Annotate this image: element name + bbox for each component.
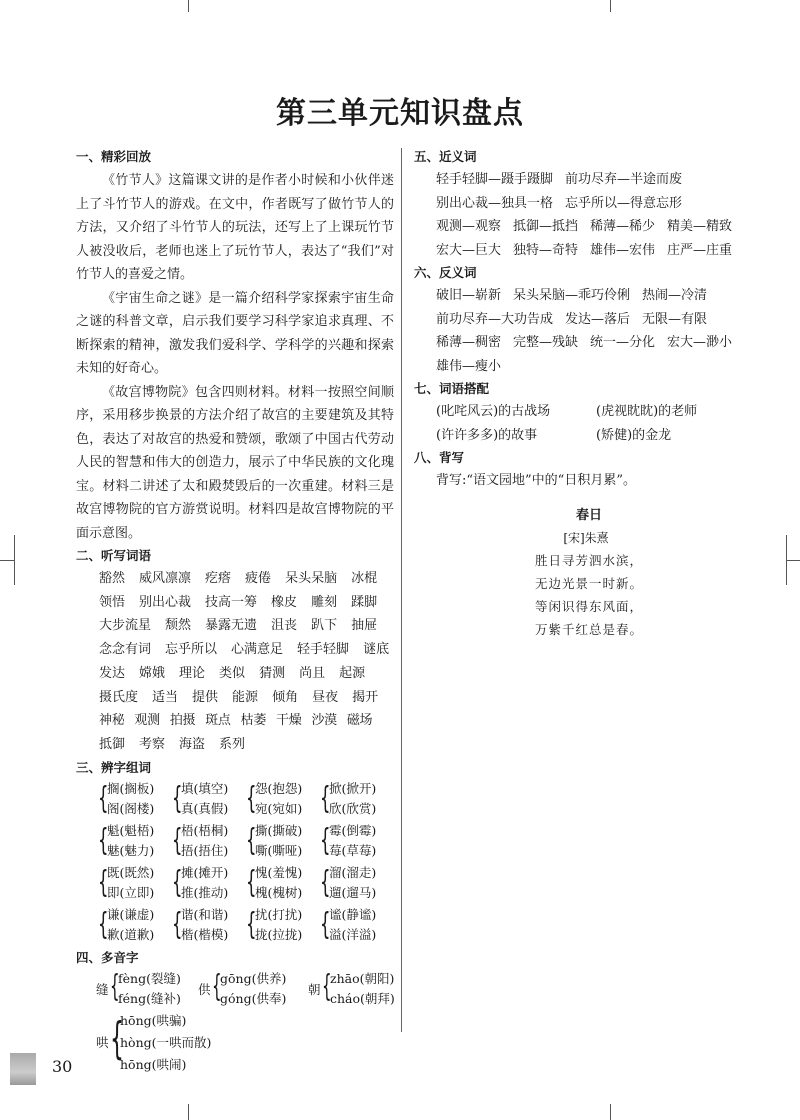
section-heading: 一、精彩回放 bbox=[76, 149, 152, 164]
poem-line: 等闲识得东风面， bbox=[534, 598, 643, 614]
antonym-pair: 热闹—冷清 bbox=[642, 288, 708, 303]
synonym-pair: 精美—精致 bbox=[667, 219, 733, 234]
char-pair: { 搁(搁板) 阁(阁楼) bbox=[98, 780, 155, 816]
poem-line: 胜日寻芳泗水滨， bbox=[534, 552, 643, 568]
word-row bbox=[76, 733, 394, 757]
section-heading: 三、辨字组词 bbox=[76, 759, 152, 775]
word: 理论 bbox=[179, 665, 206, 681]
word: 大步流星 bbox=[99, 618, 152, 634]
word-row bbox=[414, 284, 734, 308]
word-row bbox=[76, 638, 394, 662]
word: 忘乎所以 bbox=[165, 642, 218, 658]
brace: { bbox=[110, 968, 120, 1004]
word-row bbox=[76, 567, 394, 591]
crop-mark bbox=[188, 0, 189, 12]
section-heading: 五、近义词 bbox=[414, 149, 477, 164]
reading: hōng(哄闹) bbox=[120, 1056, 187, 1072]
section-heading: 四、多音字 bbox=[76, 949, 139, 965]
reading: fèng(裂缝) bbox=[118, 970, 181, 986]
word: 趴下 bbox=[311, 618, 338, 634]
brace: { bbox=[322, 968, 332, 1004]
reading: cháo(朝拜) bbox=[330, 990, 395, 1006]
crop-mark bbox=[610, 0, 611, 12]
paragraph: 《宇宙生命之谜》是一篇介绍科学家探索宇宙生命之谜的科普文章，启示我们要学习科学家追求真理、不断探索的精神，激发我们爱科学、学科学的兴趣和探索未知的好奇心。 bbox=[76, 290, 394, 376]
antonym-pair: 无限—有限 bbox=[642, 311, 708, 327]
reading: góng(供奉) bbox=[220, 990, 287, 1006]
synonym-pair: 观测—观察 bbox=[436, 219, 502, 234]
char-pair: { 霉(倒霉) 莓(草莓) bbox=[320, 822, 377, 858]
synonym-pair: 抵御—抵挡 bbox=[513, 219, 579, 234]
word: 发达 bbox=[99, 665, 126, 681]
word: 呆头呆脑 bbox=[285, 571, 338, 586]
word: 海盗 bbox=[179, 736, 206, 752]
section-heading: 六、反义词 bbox=[414, 265, 477, 280]
brace: { bbox=[212, 968, 222, 1004]
collocation: (叱咤风云)的古战场 bbox=[436, 404, 551, 419]
collocation: (许许多多)的故事 bbox=[436, 427, 538, 443]
synonym-pair: 庄严—庄重 bbox=[667, 242, 733, 258]
poem-line: 无边光景一时新。 bbox=[534, 575, 643, 591]
char-pair: { 谐(和谐) 楷(楷模) bbox=[172, 906, 229, 942]
word: 别出心裁 bbox=[139, 594, 192, 610]
section-heading: 二、听写词语 bbox=[76, 548, 152, 563]
word: 尚且 bbox=[299, 665, 326, 681]
reading: hòng(一哄而散) bbox=[120, 1034, 212, 1050]
word: 倾角 bbox=[272, 689, 299, 705]
section-heading: 七、词语搭配 bbox=[414, 381, 490, 396]
word-row bbox=[414, 239, 734, 263]
word: 抽屉 bbox=[351, 618, 378, 634]
word: 类似 bbox=[219, 665, 246, 681]
paragraph: 《竹节人》这篇课文讲的是作者小时候和小伙伴迷上了斗竹节人的游戏。在文中，作者既写了做竹节人的方法，又介绍了斗竹节人的玩法，还写上了上课玩竹节人被没收后，老师也迷上了玩竹节人，表达了“我们”对竹节人的喜爱之情。 bbox=[76, 173, 394, 282]
antonym-pair: 完整—残缺 bbox=[513, 335, 579, 350]
word: 领悟 bbox=[99, 594, 126, 610]
recitation-note: 背写:“语文园地”中的“日积月累”。 bbox=[436, 473, 636, 488]
word: 技高一筹 bbox=[205, 594, 258, 610]
word-row bbox=[414, 308, 734, 332]
char-pair: { 撕(撕破) 嘶(嘶哑) bbox=[246, 822, 303, 858]
word: 考察 bbox=[139, 736, 166, 752]
polyphone-char: 缝 bbox=[96, 981, 109, 997]
page-title: 第三单元知识盘点 bbox=[276, 96, 524, 131]
antonym-pair: 呆头呆脑—乖巧伶俐 bbox=[513, 288, 631, 303]
char-pair: { 掀(掀开) 欣(欣赏) bbox=[320, 780, 377, 816]
word: 昼夜 bbox=[312, 689, 339, 705]
poem-title: 春日 bbox=[575, 507, 602, 523]
word-row bbox=[414, 355, 734, 379]
char-pair: { 摊(摊开) 推(推动) bbox=[172, 864, 229, 900]
word: 枯萎 bbox=[240, 713, 267, 729]
antonym-pair: 统一—分化 bbox=[590, 335, 656, 350]
word: 神秘 bbox=[99, 713, 125, 729]
word: 沮丧 bbox=[271, 618, 298, 634]
synonym-pair: 别出心裁—独具一格 bbox=[436, 195, 554, 211]
reading: hōng(哄骗) bbox=[120, 1012, 187, 1028]
synonym-pair: 稀薄—稀少 bbox=[590, 219, 656, 234]
word-row bbox=[414, 215, 734, 239]
char-pair: { 溜(溜走) 遛(遛马) bbox=[320, 864, 377, 900]
word: 揭开 bbox=[352, 689, 379, 705]
word: 雕刻 bbox=[311, 594, 338, 610]
word: 系列 bbox=[219, 736, 246, 752]
section-heading: 八、背写 bbox=[414, 450, 465, 465]
word: 能源 bbox=[232, 689, 259, 705]
word: 豁然 bbox=[99, 571, 126, 586]
antonym-pair: 发达—落后 bbox=[565, 311, 631, 327]
word: 暴露无遗 bbox=[205, 618, 258, 634]
synonym-pair: 独特—奇特 bbox=[513, 242, 579, 258]
word: 猜测 bbox=[259, 665, 286, 681]
page-number-tab bbox=[10, 1053, 36, 1085]
word-row bbox=[76, 591, 394, 615]
reading: gōng(供养) bbox=[220, 970, 287, 986]
antonym-pair: 破旧—崭新 bbox=[436, 288, 502, 303]
word: 轻手轻脚 bbox=[297, 642, 350, 658]
word-row bbox=[414, 192, 734, 216]
char-pairs-grid bbox=[98, 779, 394, 947]
reading: féng(缝补) bbox=[118, 990, 181, 1006]
polyphone-block bbox=[96, 968, 395, 1072]
char-pair: { 谦(谦虚) 歉(道歉) bbox=[98, 906, 155, 942]
char-pair: { 谧(静谧) 溢(洋溢) bbox=[320, 906, 377, 942]
poem-line: 万紫千红总是春。 bbox=[534, 621, 643, 637]
word: 疲倦 bbox=[245, 571, 272, 586]
poem-author: [宋]朱熹 bbox=[563, 530, 609, 545]
char-pair: { 扰(打扰) 拢(拉拢) bbox=[246, 906, 303, 942]
word: 提供 bbox=[192, 689, 219, 705]
char-pair: { 既(既然) 即(立即) bbox=[98, 864, 155, 900]
antonym-pair: 稀薄—稠密 bbox=[436, 335, 502, 350]
word: 摄氏度 bbox=[99, 689, 139, 705]
word: 谜底 bbox=[363, 642, 390, 658]
collocation: (虎视眈眈)的老师 bbox=[596, 404, 698, 419]
word: 观测 bbox=[134, 713, 160, 729]
crop-mark bbox=[786, 535, 787, 585]
word: 抵御 bbox=[99, 736, 126, 752]
antonym-pair: 雄伟—瘦小 bbox=[436, 358, 502, 374]
word: 斑点 bbox=[205, 713, 231, 729]
crop-mark bbox=[0, 560, 14, 561]
antonym-pair: 宏大—渺小 bbox=[667, 335, 733, 350]
word: 起源 bbox=[339, 665, 366, 681]
synonym-pair: 前功尽弃—半途而废 bbox=[565, 172, 683, 187]
polyphone-char: 朝 bbox=[308, 981, 321, 997]
word: 颓然 bbox=[165, 618, 192, 634]
reading: zhāo(朝阳) bbox=[330, 970, 395, 986]
word: 念念有词 bbox=[99, 642, 152, 658]
word-row bbox=[76, 709, 394, 733]
crop-mark bbox=[188, 1104, 189, 1120]
word: 磁场 bbox=[346, 713, 373, 729]
word: 橡皮 bbox=[271, 594, 298, 610]
synonym-pair: 轻手轻脚—蹑手蹑脚 bbox=[436, 172, 554, 187]
word-row bbox=[76, 614, 394, 638]
page-number: 30 bbox=[52, 1057, 73, 1076]
synonym-pair: 雄伟—宏伟 bbox=[590, 242, 656, 258]
crop-mark bbox=[14, 535, 15, 585]
char-pair: { 魁(魁梧) 魅(魅力) bbox=[98, 822, 155, 858]
word: 拍摄 bbox=[169, 713, 196, 729]
word-row bbox=[76, 662, 394, 686]
synonym-pair: 宏大—巨大 bbox=[436, 242, 502, 258]
char-pair: { 愧(羞愧) 槐(槐树) bbox=[246, 864, 303, 900]
word: 嫦娥 bbox=[139, 665, 166, 681]
word: 疙瘩 bbox=[205, 571, 232, 586]
word-row bbox=[76, 686, 394, 710]
word-row bbox=[414, 424, 734, 448]
word: 心满意足 bbox=[231, 642, 284, 658]
word: 冰棍 bbox=[351, 571, 378, 586]
word-row bbox=[414, 168, 734, 192]
left-column bbox=[76, 146, 395, 1072]
antonym-pair: 前功尽弃—大功告成 bbox=[436, 311, 554, 327]
word: 适当 bbox=[152, 689, 179, 705]
column-divider bbox=[401, 148, 402, 1032]
collocation: (矫健)的金龙 bbox=[596, 427, 672, 443]
word-row bbox=[414, 400, 734, 424]
word: 威风凛凛 bbox=[139, 571, 192, 586]
char-pair: { 填(填空) 真(真假) bbox=[172, 780, 229, 816]
char-pair: { 梧(梧桐) 捂(捂住) bbox=[172, 822, 229, 858]
right-column bbox=[414, 146, 734, 641]
paragraph: 《故宫博物院》包含四则材料。材料一按照空间顺序，采用移步换景的方法介绍了故宫的主要建筑及其特色，表达了对故宫的热爱和赞颂，歌颂了中国古代劳动人民的智慧和伟大的创造力，展示了中华民族的文化瑰宝。材料二讲述了太和殿焚毁后的一次重建。材料三是故宫博物院的官方游赏说明。材料四是故宫博物院的平面示意图。 bbox=[76, 384, 394, 541]
polyphone-char: 哄 bbox=[96, 1034, 109, 1050]
char-pair: { 怨(抱怨) 宛(宛如) bbox=[246, 780, 303, 816]
word-row bbox=[414, 331, 734, 355]
crop-mark bbox=[610, 1104, 611, 1120]
word: 沙漠 bbox=[311, 713, 337, 729]
crop-mark bbox=[786, 560, 800, 561]
brace: { bbox=[110, 1012, 124, 1064]
word: 蹂脚 bbox=[351, 594, 378, 610]
word: 干燥 bbox=[276, 713, 302, 729]
polyphone-char: 供 bbox=[198, 981, 211, 997]
synonym-pair: 忘乎所以—得意忘形 bbox=[565, 195, 683, 211]
